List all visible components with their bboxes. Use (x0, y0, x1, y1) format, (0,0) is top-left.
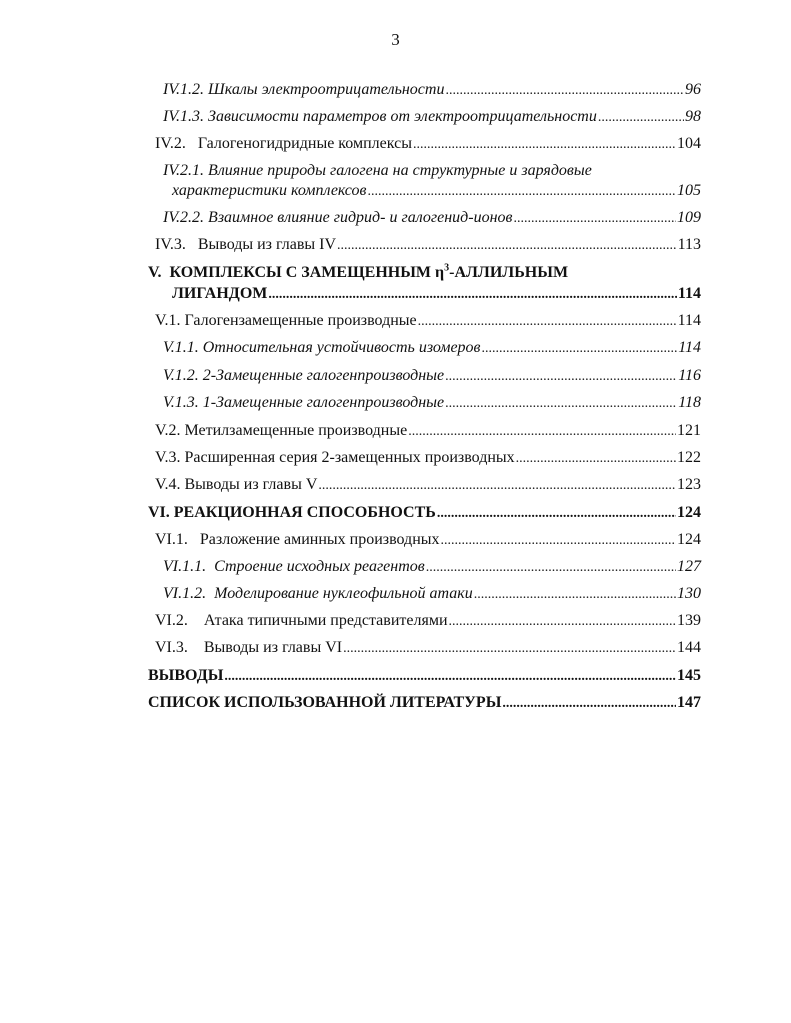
toc-entry-page: 145 (677, 667, 701, 684)
toc-entry-page: 114 (677, 312, 701, 329)
toc-entry-label: СПИСОК ИСПОЛЬЗОВАННОЙ ЛИТЕРАТУРЫ (148, 694, 502, 711)
leader-dots (482, 339, 678, 359)
toc-entry-page: 113 (677, 236, 701, 253)
toc-entry-label: V.3. Расширенная серия 2-замещенных производных (155, 449, 515, 466)
toc-entry (172, 284, 701, 305)
leader-dots (445, 367, 677, 387)
toc-entry-label: IV.1.2. Шкалы электроотрицательности (163, 81, 445, 98)
leader-dots (224, 667, 676, 687)
leader-dots (474, 585, 676, 605)
toc-entry-label: ВЫВОДЫ (148, 667, 224, 684)
toc-entry-label: V.1.1. Относительная устойчивость изомеров (163, 339, 481, 356)
leader-dots (516, 449, 676, 469)
leader-dots (441, 531, 676, 551)
toc-entry (163, 366, 701, 387)
toc-entry-label: V.1. Галогензамещенные производные (155, 312, 417, 329)
toc-entry-label: IV.1.3. Зависимости параметров от электроотрицательности (163, 108, 597, 125)
leader-dots (343, 639, 676, 659)
leader-dots (437, 504, 676, 524)
toc-entry-label: VI.3. Выводы из главы VI (155, 639, 343, 656)
toc-entry (163, 338, 701, 359)
toc-entry (172, 181, 701, 202)
toc-entry (155, 134, 701, 155)
leader-dots (598, 108, 684, 128)
toc-entry-page: 144 (677, 639, 701, 656)
toc-entry-page: 121 (677, 422, 701, 439)
toc-entry-label: VI.1. Разложение аминных производных (155, 531, 440, 548)
toc-entry-page: 122 (677, 449, 701, 466)
toc-entry-label: VI. РЕАКЦИОННАЯ СПОСОБНОСТЬ (148, 504, 436, 521)
toc-entry-page: 109 (677, 209, 701, 226)
toc-entry-label: VI.1.1. Строение исходных реагентов (163, 558, 425, 575)
toc-entry (148, 503, 701, 524)
toc-entry (155, 448, 701, 469)
toc-entry-label: V.4. Выводы из главы V (155, 476, 318, 493)
toc-entry (155, 311, 701, 332)
toc-entry-page: 127 (677, 558, 701, 575)
toc-entry-label: IV.3. Выводы из главы IV (155, 236, 337, 253)
leader-dots (418, 312, 677, 332)
toc-entry-label: V.1.2. 2-Замещенные галогенпроизводные (163, 367, 445, 384)
leader-dots (513, 209, 676, 229)
toc-entry (163, 107, 701, 128)
toc-entry-label: VI.2. Атака типичными представителями (155, 612, 448, 629)
toc-entry (163, 80, 701, 101)
leader-dots (367, 182, 676, 202)
toc-entry-label: IV.2. Галогеногидридные комплексы (155, 135, 412, 152)
heading-text: -АЛЛИЛЬНЫМ (449, 264, 569, 281)
toc-entry (155, 475, 701, 496)
toc-entry-page: 114 (678, 339, 701, 356)
toc-entry-label: IV.2.2. Взаимное влияние гидрид- и галогенид-ионов (163, 209, 513, 226)
leader-dots (268, 285, 677, 305)
toc-entry (148, 666, 701, 687)
superscript: 3 (444, 262, 450, 274)
toc-entry-page: 96 (685, 81, 701, 98)
toc-entry-label: ЛИГАНДОМ (172, 285, 268, 302)
leader-dots (318, 476, 676, 496)
leader-dots (337, 236, 677, 256)
toc-entry-page: 116 (678, 367, 701, 384)
toc-entry (148, 693, 701, 714)
toc-entry (155, 611, 701, 632)
toc-entry (155, 530, 701, 551)
toc-entry-page: 124 (677, 531, 701, 548)
leader-dots (426, 558, 676, 578)
toc-entry (163, 557, 701, 578)
toc-entry-page: 147 (677, 694, 701, 711)
leader-dots (502, 694, 676, 714)
toc-entry-page: 139 (677, 612, 701, 629)
toc-entry-label: V.2. Метилзамещенные производные (155, 422, 408, 439)
leader-dots (413, 135, 676, 155)
toc-entry (155, 421, 701, 442)
leader-dots (445, 394, 677, 414)
toc-entry-label-line1: IV.2.1. Влияние природы галогена на структурные и зарядовые (163, 162, 592, 179)
toc-entry-page: 123 (677, 476, 701, 493)
toc-entry-page: 104 (677, 135, 701, 152)
toc-entry-page: 98 (685, 108, 701, 125)
toc-entry-label: V.1.3. 1-Замещенные галогенпроизводные (163, 394, 445, 411)
toc-entry-page: 118 (678, 394, 701, 411)
heading-text: V. КОМПЛЕКСЫ С ЗАМЕЩЕННЫМ η (148, 264, 445, 281)
toc-entry-label: VI.1.2. Моделирование нуклеофильной атаки (163, 585, 473, 602)
toc-entry (155, 638, 701, 659)
toc-entry (155, 235, 701, 256)
toc-entry-page: 105 (677, 182, 701, 199)
leader-dots (445, 81, 684, 101)
toc-entry-page: 114 (677, 285, 701, 302)
toc-chapter-heading-line1 (148, 263, 568, 283)
toc-entry-label: характеристики комплексов (172, 182, 367, 199)
page-number: 3 (391, 30, 400, 49)
leader-dots (408, 422, 676, 442)
toc-entry (163, 208, 701, 229)
toc-entry-page: 124 (677, 504, 701, 521)
toc-entry-page: 130 (677, 585, 701, 602)
toc-entry (163, 584, 701, 605)
leader-dots (449, 612, 676, 632)
toc-entry (163, 393, 701, 414)
